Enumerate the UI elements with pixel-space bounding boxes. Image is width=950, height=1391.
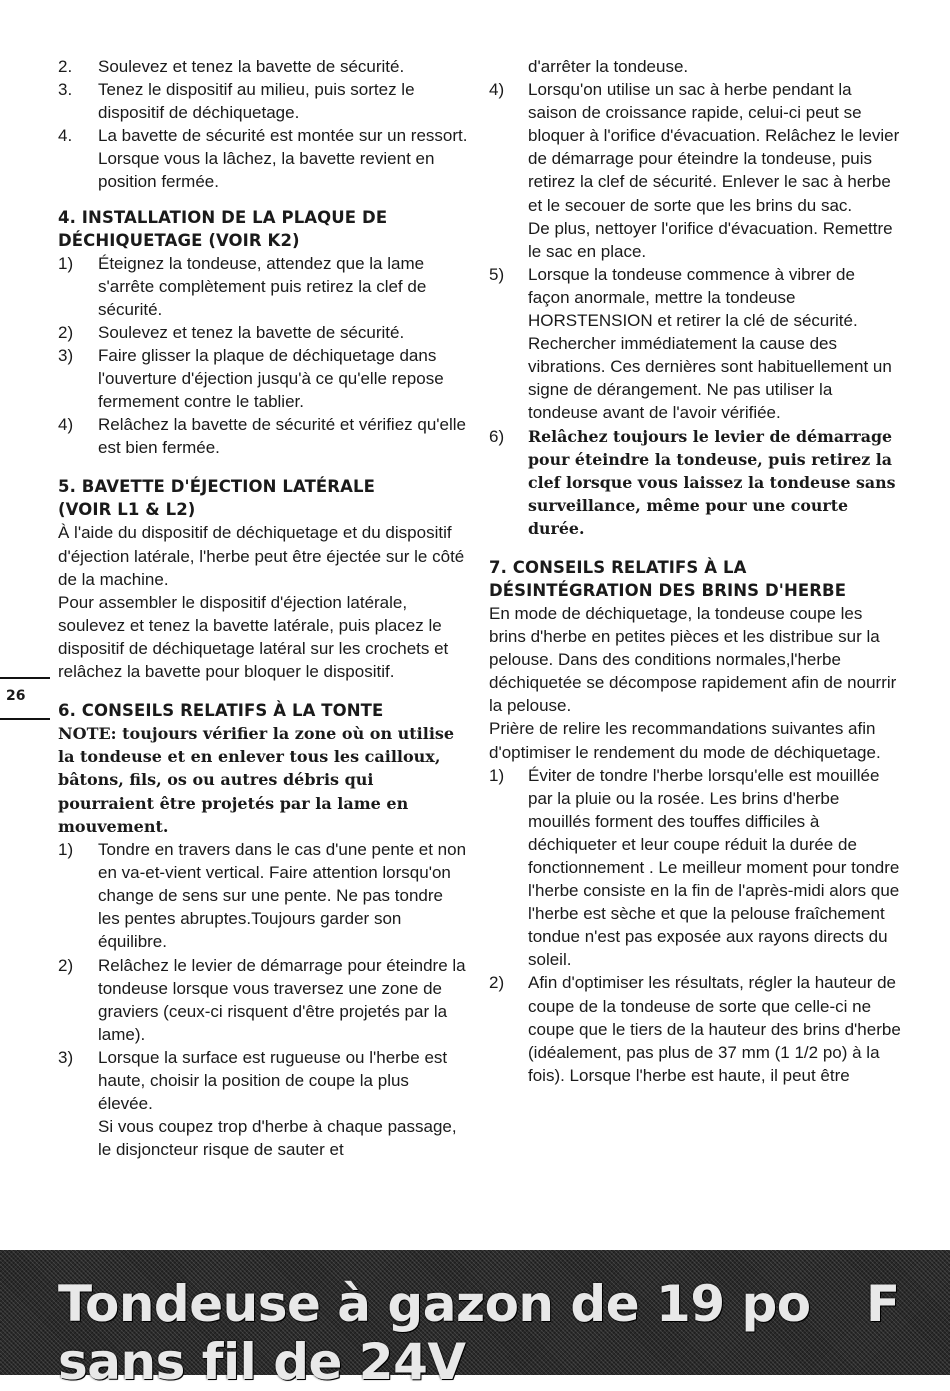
item-text: Soulevez et tenez la bavette de sécurité. [98,57,405,76]
list-item [58,1046,468,1161]
item-number: 4) [489,80,505,100]
item-number: 2. [58,57,73,76]
list-item [489,764,901,972]
item-number: 2) [489,973,505,993]
item-text: Tenez le dispositif au milieu, puis sortez le dispositif de déchiquetage. [98,80,415,123]
item-text: Éteignez la tondeuse, attendez que la lame s'arrête complètement puis retirez la clef de sécurité. [98,253,427,319]
section-7-heading-line-2: DÉSINTÉGRATION DES BRINS D'HERBE [489,580,847,600]
left-column [58,55,468,1161]
item-number: 6) [489,426,505,446]
item-text: Lorsqu'on utilise un sac à herbe pendant la saison de croissance rapide, celui-ci peut se bloquer à l'orifice d'évacuation. Relâchez le levier de démarrage pour éteindre la tondeuse, puis retirez la clef de sécurité. Enlever le sac à herbe et le secouer de sorte que les brins du sac. [528,80,900,215]
list-item [58,838,468,953]
item-number: 4. [58,126,73,146]
section-5-heading-line-1: 5. BAVETTE D'ÉJECTION LATÉRALE [58,477,375,497]
item-number: 3) [58,345,74,365]
item-extra-text: De plus, nettoyer l'orifice d'évacuation. Remettre le sac en place. [528,218,893,261]
section-5-paragraph-2: Pour assembler le dispositif d'éjection latérale, soulevez et tenez la bavette latérale, puis placez le dispositif de déchiquetage latéral sur les crochets et relâchez la bavette pour bloquer le dispositif. [58,592,449,681]
section-4-heading-line-1: 4. INSTALLATION DE LA PLAQUE DE [58,207,388,227]
section-6-heading: 6. CONSEILS RELATIFS À LA TONTE [58,701,384,721]
item-text: Relâchez la bavette de sécurité et vérifiez qu'elle est bien fermée. [98,415,467,458]
item-number: 1) [489,765,505,785]
item-extra-text: Si vous coupez trop d'herbe à chaque passage, le disjoncteur risque de sauter et [98,1117,457,1160]
item-text: Éviter de tondre l'herbe lorsqu'elle est mouillée par la pluie ou la rosée. Les brins d'herbe mouillés forment des touffes difficiles à déchiqueter et leur coupe réduit la durée de fonctionnement . Le meilleur moment pour tondre l'herbe consiste en la fin de l'après-midi alors que l'herbe est sèche et que la pelouse fraîchement tondue n'est pas exposée aux rayons directs du soleil. [528,765,900,970]
list-item-warning [489,425,901,540]
right-column [489,55,901,1087]
page-number-rule-top [0,677,50,679]
section-6-note: NOTE: toujours vérifier la zone où on utilise la tondeuse et en enlever tous les cailloux, bâtons, fils, os ou autres débris qui pourraient être projetés par la lame en mouvement. [58,724,455,836]
list-item [489,263,901,425]
item-number: 1) [58,840,74,860]
item-text: Tondre en travers dans le cas d'une pente et non en va-et-vient vertical. Faire attention lorsqu'on change de sens sur une pente. Ne pas tondre les pentes abruptes.Toujours garder son équilibre. [98,840,467,952]
footer-language-marker: F [866,1275,901,1333]
list-item [58,954,468,1046]
item-number: 5) [489,264,505,284]
item-number: 3. [58,80,73,100]
page-number: 26 [6,688,26,704]
list-item [58,55,468,78]
item-text: Relâchez toujours le levier de démarrage pour éteindre la tondeuse, puis retirez la clef lorsque vous laissez la tondeuse sans surveillance, même pour une courte durée. [528,426,896,538]
list-item [58,252,468,321]
item-number: 2) [58,955,74,975]
section-4-heading-line-2: DÉCHIQUETAGE (VOIR K2) [58,230,300,250]
item-text: Faire glisser la plaque de déchiquetage dans l'ouverture d'éjection jusqu'à ce qu'elle repose fermement contre le tablier. [98,345,444,412]
item-text: Relâchez le levier de démarrage pour éteindre la tondeuse lorsque vous traversez une zone de graviers (ceux-ci risquent d'être projetés par la lame). [98,955,466,1044]
section-5-heading-line-2: (VOIR L1 & L2) [58,500,196,520]
item-text: Afin d'optimiser les résultats, régler la hauteur de coupe de la tondeuse de sorte que celle-ci ne coupe que le tiers de la hauteur des brins d'herbe (idéalement, pas plus de 37 mm (1 1/2 po) à la fois). Lorsque l'herbe est haute, il peut être [528,973,901,1085]
item-text: Lorsque la tondeuse commence à vibrer de façon anormale, mettre la tondeuse HORSTENSION et retirer la clé de sécurité. Rechercher immédiatement la cause des vibrations. Ces dernières sont habituellement un signe de dérangement. Ne pas utiliser la tondeuse avant de l'avoir vérifiée. [528,264,892,423]
item-text: La bavette de sécurité est montée sur un ressort. Lorsque vous la lâchez, la bavette revient en position fermée. [98,126,468,192]
section-5-paragraph-1: À l'aide du dispositif de déchiquetage et du dispositif d'éjection latérale, l'herbe peut être éjectée sur le côté de la machine. [58,523,465,589]
item-text: d'arrêter la tondeuse. [528,57,689,76]
section-7-paragraph-1: En mode de déchiquetage, la tondeuse coupe les brins d'herbe en petites pièces et les distribue sur la pelouse. Dans des conditions normales,l'herbe déchiquetée se décompose rapidement afin de nourrir la pelouse. [489,603,897,716]
list-item [489,78,901,263]
section-7-paragraph-2: Prière de relire les recommandations suivantes afin d'optimiser le rendement du mode de déchiquetage. [489,719,881,762]
list-item [58,124,468,193]
item-number: 1) [58,253,74,273]
item-text: Soulevez et tenez la bavette de sécurité. [98,322,405,342]
list-item [58,321,468,344]
footer-title: Tondeuse à gazon de 19 po sans fil de 24V [58,1275,811,1391]
page-number-rule-bottom [0,718,50,720]
item-text: Lorsque la surface est rugueuse ou l'herbe est haute, choisir la position de coupe la plus élevée. [98,1047,448,1114]
item-number: 4) [58,415,74,435]
list-item [58,413,468,459]
item-number: 2) [58,322,74,342]
list-item [58,344,468,413]
list-item [58,78,468,124]
section-7-heading-line-1: 7. CONSEILS RELATIFS À LA [489,557,747,577]
list-item [489,971,901,1086]
item-number: 3) [58,1047,74,1067]
list-item-continued [489,55,901,78]
